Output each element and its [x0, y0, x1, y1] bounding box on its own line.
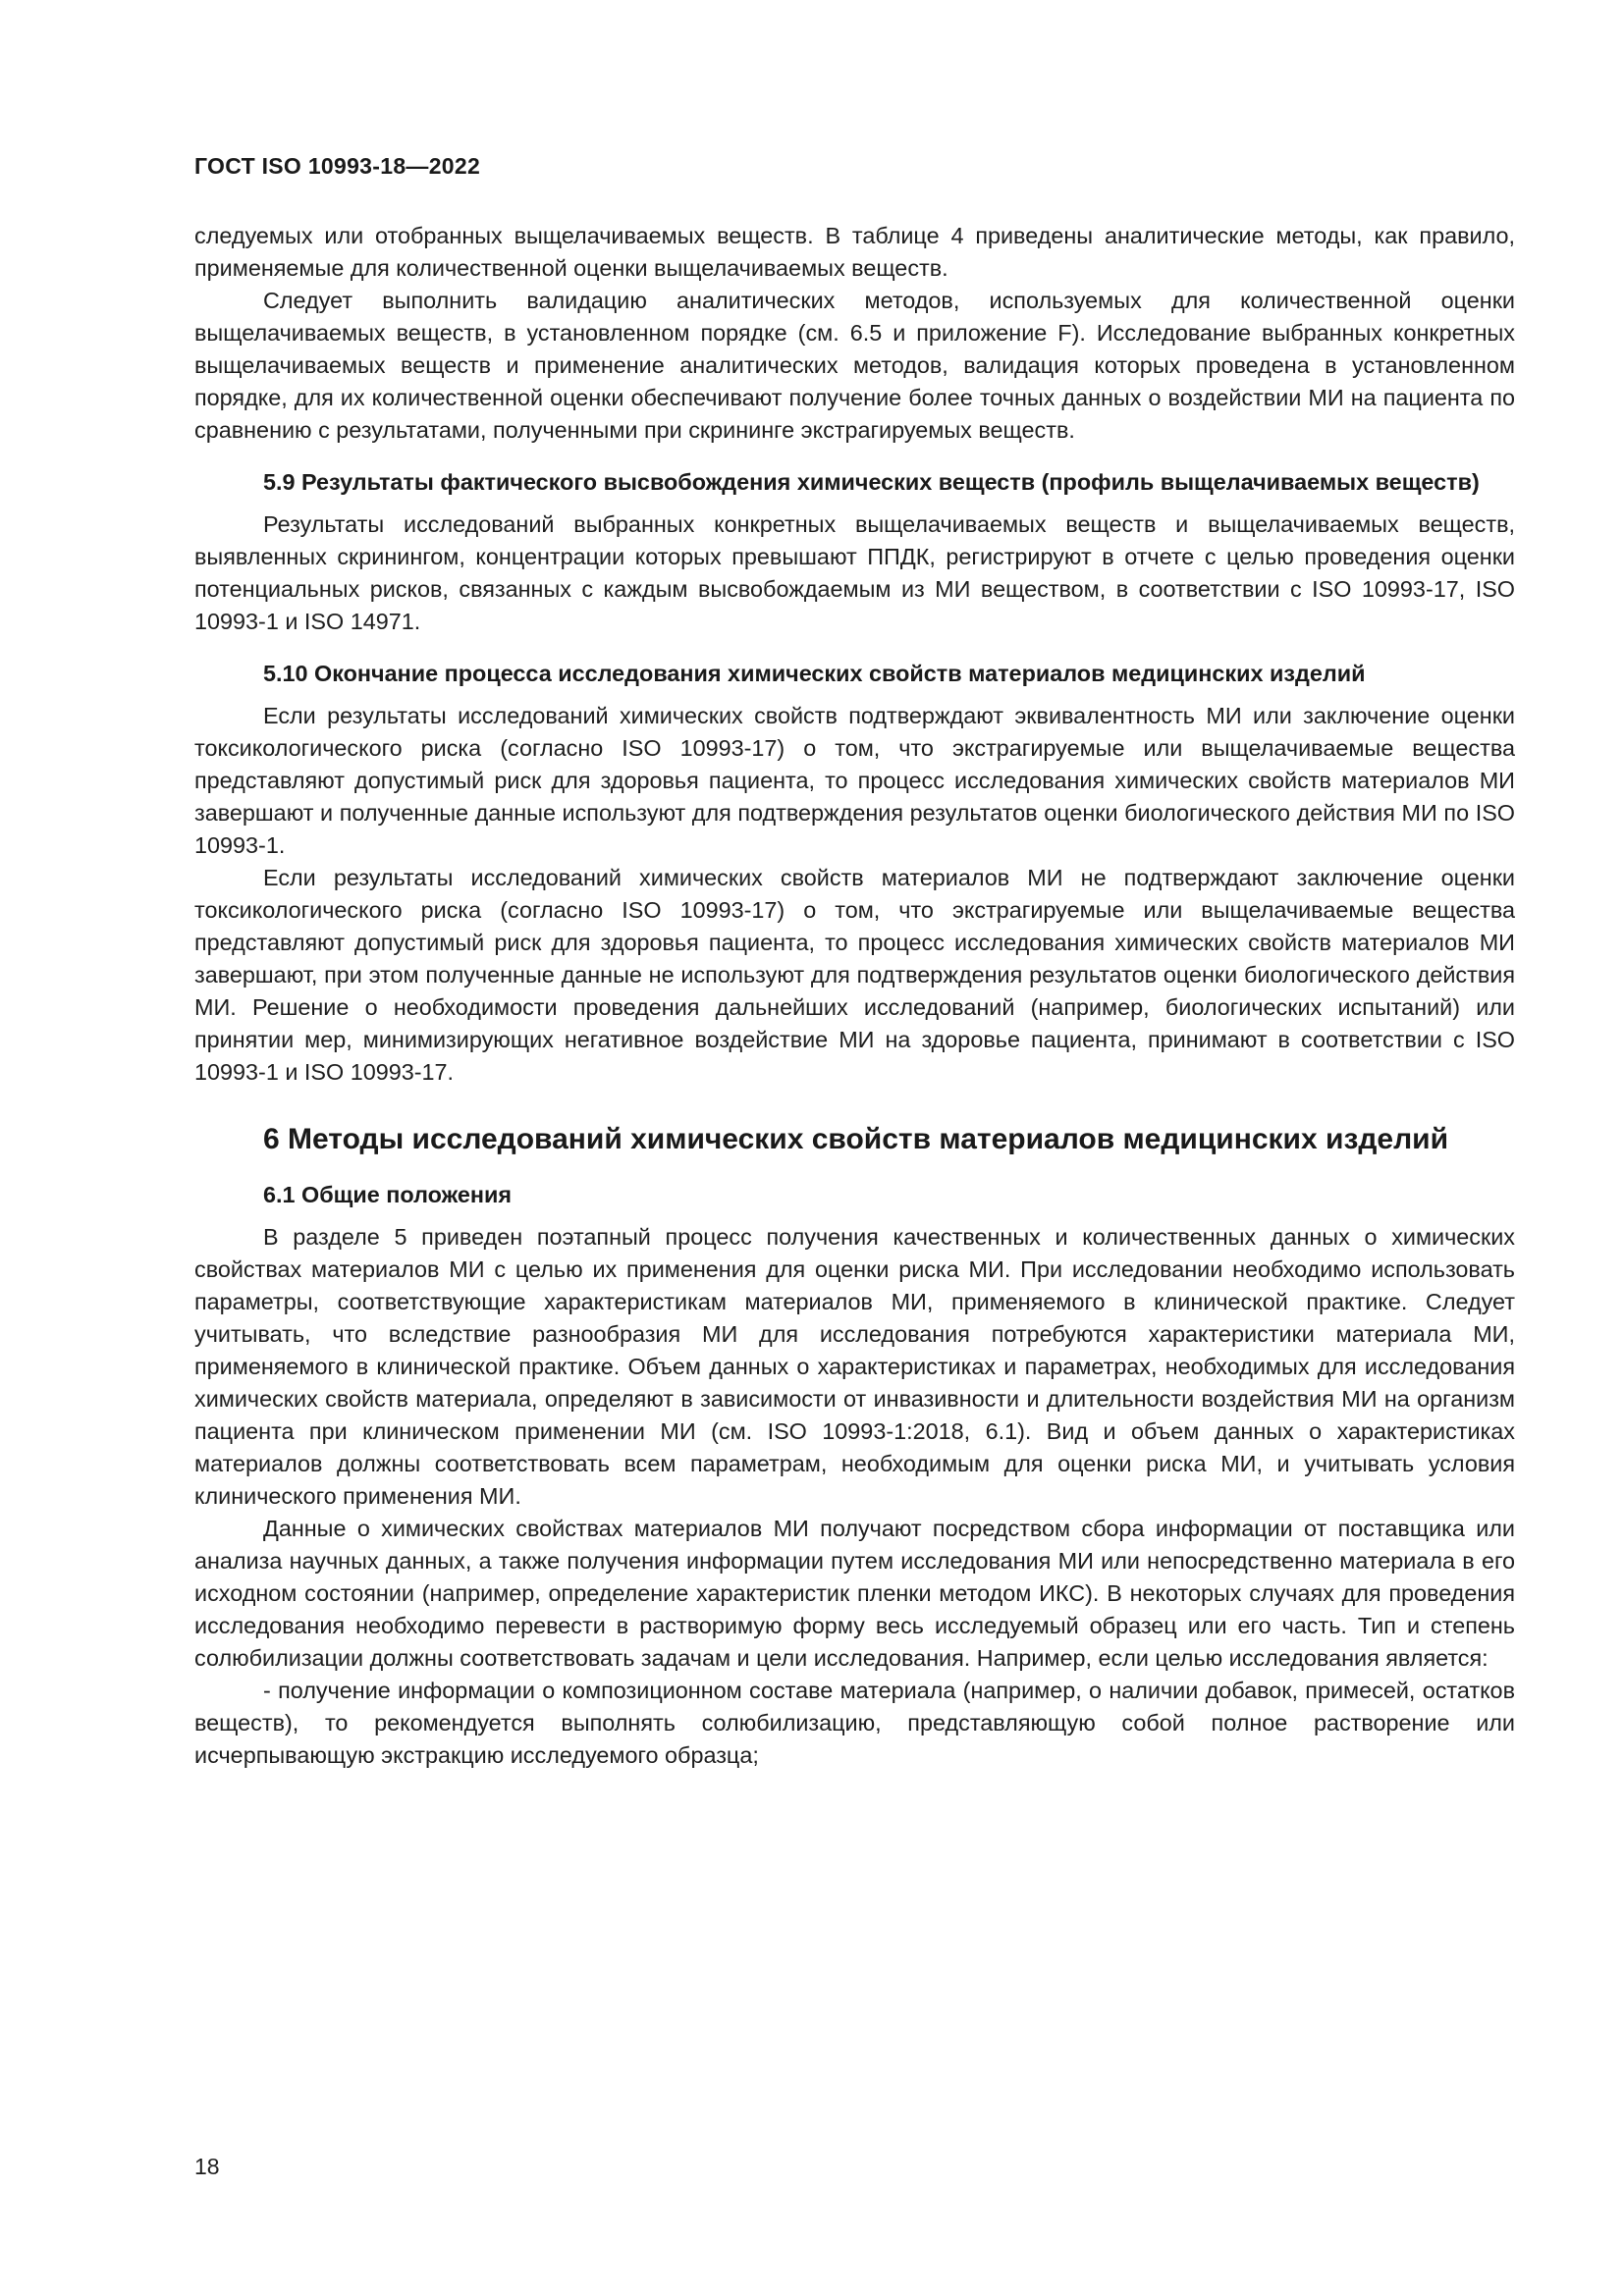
section-heading-5-10: 5.10 Окончание процесса исследования химических свойств материалов медицинских изделий	[263, 661, 1366, 686]
page-number: 18	[194, 2154, 220, 2179]
paragraph: Если результаты исследований химических свойств материалов МИ не подтверждают заключение оценки токсикологического риска (согласно ISO 10993-17) о том, что экстрагируемые или выщелачиваемые вещества представляют допустимый риск для здоровья пациента, то процесс исследования химических свойств материалов МИ завершают, при этом полученные данные не используют для подтверждения результатов оценки биологического действия МИ. Решение о необходимости проведения дальнейших исследований (например, биологических испытаний) или принятии мер, минимизирующих негативное воздействие МИ на здоровье пациента, принимают в соответствии с ISO 10993-1 и ISO 10993-17.	[194, 865, 1515, 1085]
paragraph: Результаты исследований выбранных конкретных выщелачиваемых веществ и выщелачиваемых веществ, выявленных скринингом, концентрации которых превышают ППДК, регистрируют в отчете с целью проведения оценки потенциальных рисков, связанных с каждым высвобождаемым из МИ веществом, в соответствии с ISO 10993-17, ISO 10993-1 и ISO 14971.	[194, 511, 1515, 634]
paragraph: следуемых или отобранных выщелачиваемых веществ. В таблице 4 приведены аналитические методы, как правило, применяемые для количественной оценки выщелачиваемых веществ.	[194, 223, 1515, 281]
page-content	[194, 220, 1515, 1772]
section-heading-5-9: 5.9 Результаты фактического высвобождения химических веществ (профиль выщелачиваемых веществ)	[263, 469, 1480, 495]
paragraph: Следует выполнить валидацию аналитических методов, используемых для количественной оценки выщелачиваемых веществ, в установленном порядке (см. 6.5 и приложение F). Исследование выбранных конкретных выщелачиваемых веществ и применение аналитических методов, валидация которых проведена в установленном порядке, для их количественной оценки обеспечивают получение более точных данных о воздействии МИ на пациента по сравнению с результатами, полученными при скрининге экстрагируемых веществ.	[194, 288, 1515, 443]
section-heading-6-1: 6.1 Общие положения	[263, 1182, 513, 1207]
paragraph: Данные о химических свойствах материалов МИ получают посредством сбора информации от поставщика или анализа научных данных, а также получения информации путем исследования МИ или непосредственно материала в его исходном состоянии (например, определение характеристик пленки методом ИКС). В некоторых случаях для проведения исследования необходимо перевести в растворимую форму весь исследуемый образец или его часть. Тип и степень солюбилизации должны соответствовать задачам и цели исследования. Например, если целью исследования является:	[194, 1516, 1515, 1671]
paragraph: В разделе 5 приведен поэтапный процесс получения качественных и количественных данных о химических свойствах материалов МИ с целью их применения для оценки риска МИ. При исследовании необходимо использовать параметры, соответствующие характеристикам материалов МИ, применяемого в клинической практике. Следует учитывать, что вследствие разнообразия МИ для исследования потребуются характеристики материала МИ, применяемого в клинической практике. Объем данных о характеристиках и параметрах, необходимых для исследования химических свойств материала, определяют в зависимости от инвазивности и длительности воздействия МИ на организм пациента при клиническом применении МИ (см. ISO 10993-1:2018, 6.1). Вид и объем данных о характеристиках материалов должны соответствовать всем параметрам, необходимым для оценки риска МИ, и учитывать условия клинического применения МИ.	[194, 1224, 1515, 1509]
list-item: - получение информации о композиционном составе материала (например, о наличии добавок, примесей, остатков веществ), то рекомендуется выполнять солюбилизацию, представляющую собой полное растворение или исчерпывающую экстракцию исследуемого образца;	[194, 1678, 1515, 1768]
running-header: ГОСТ ISO 10993-18—2022	[194, 153, 481, 179]
paragraph: Если результаты исследований химических свойств подтверждают эквивалентность МИ или заключение оценки токсикологического риска (согласно ISO 10993-17) о том, что экстрагируемые или выщелачиваемые вещества представляют допустимый риск для здоровья пациента, то процесс исследования химических свойств материалов МИ завершают и полученные данные используют для подтверждения результатов оценки биологического действия МИ по ISO 10993-1.	[194, 703, 1515, 858]
section-heading-6: 6 Методы исследований химических свойств материалов медицинских изделий	[263, 1123, 1449, 1155]
